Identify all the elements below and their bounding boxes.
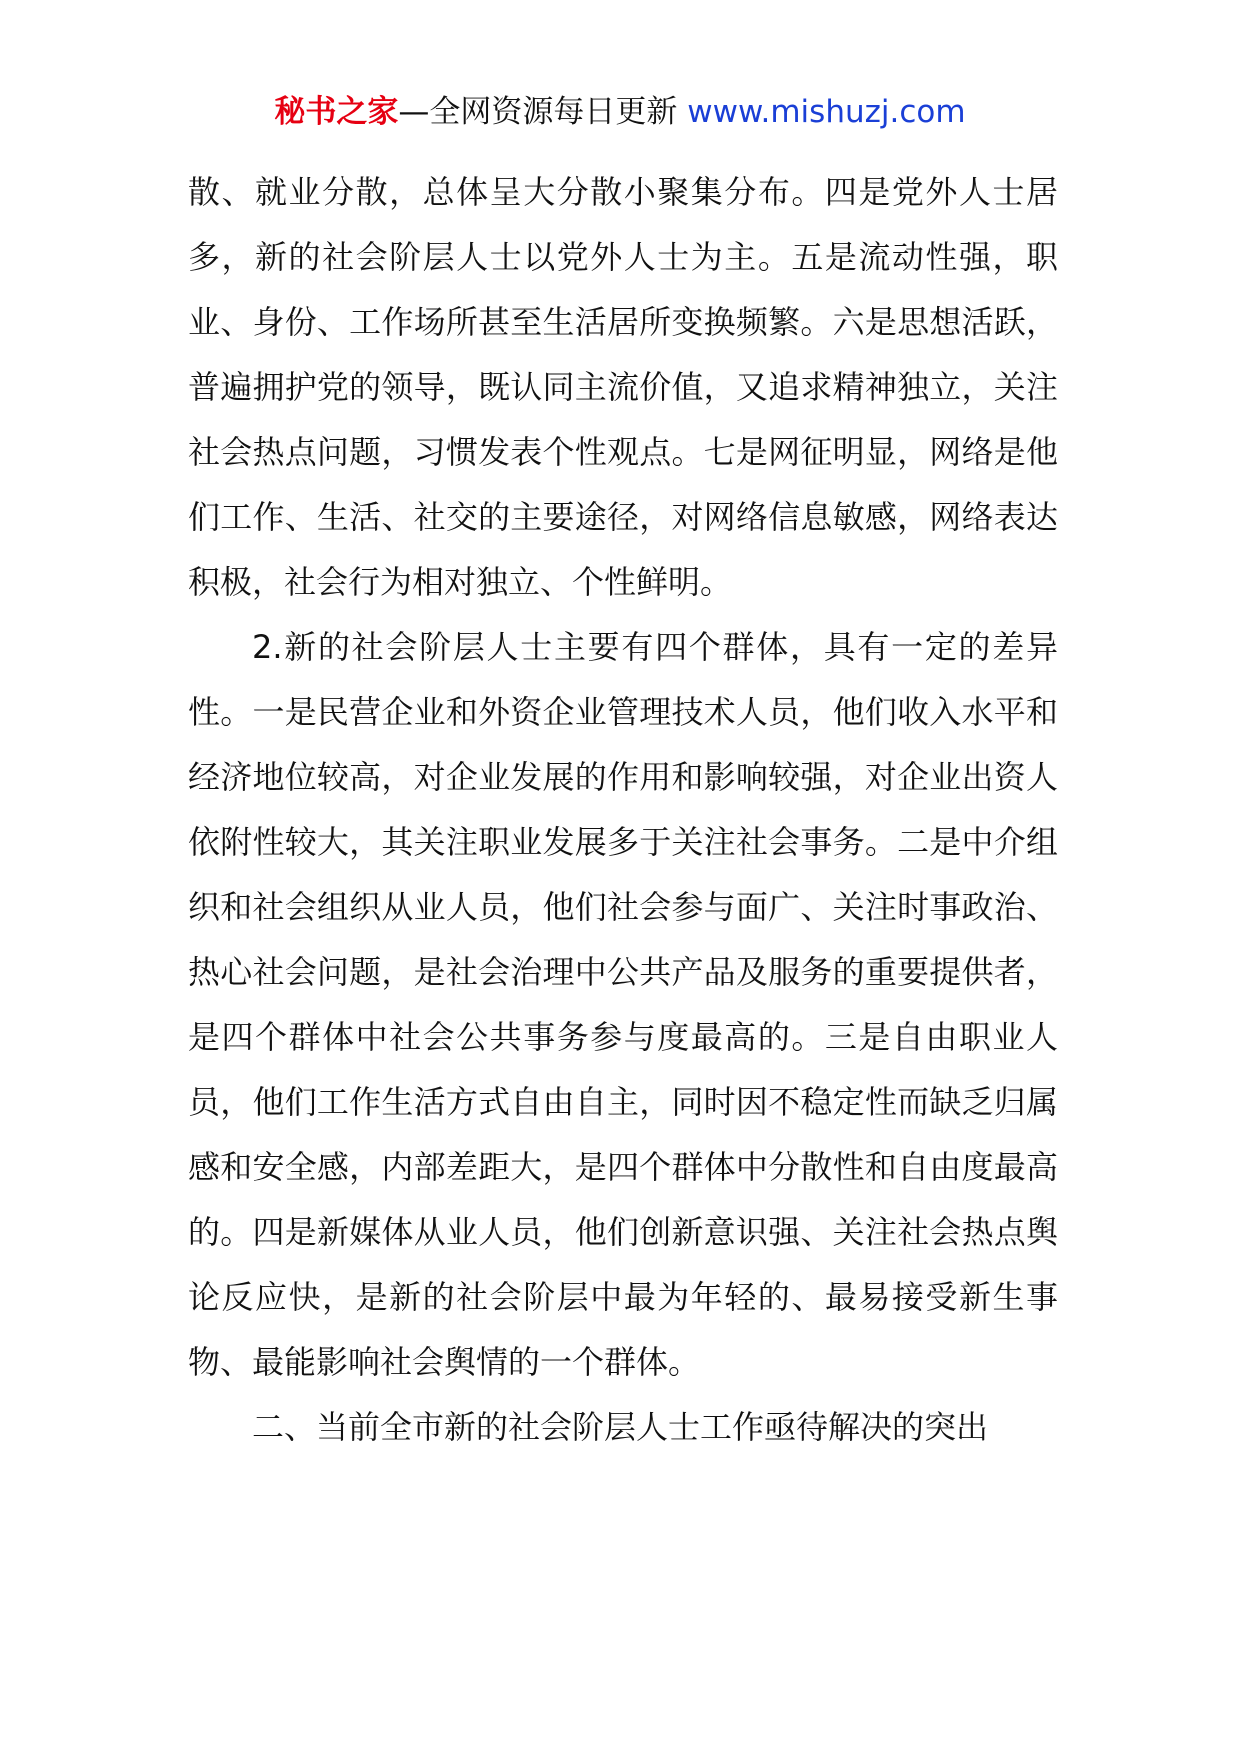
paragraph-section-2: 2.新的社会阶层人士主要有四个群体，具有一定的差异性。一是民营企业和外资企业管理技术人员，他们收入水平和经济地位较高，对企业发展的作用和影响较强，对企业出资人依附性较大，其关注职业发展多于关注社会事务。二是中介组织和社会组织从业人员，他们社会参与面广、关注时事政治、热心社会问题，是社会治理中公共产品及服务的重要提供者，是四个群体中社会公共事务参与度最高的。三是自由职业人员，他们工作生活方式自由自主，同时因不稳定性而缺乏归属感和安全感，内部差距大，是四个群体中分散性和自由度最高的。四是新媒体从业人员，他们创新意识强、关注社会热点舆论反应快，是新的社会阶层中最为年轻的、最易接受新生事物、最能影响社会舆情的一个群体。: [188, 628, 1058, 1381]
brand-name: 秘书之家: [274, 94, 399, 130]
paragraph-heading-part-2: 二、当前全市新的社会阶层人士工作亟待解决的突出: [252, 1408, 989, 1446]
site-url-link[interactable]: www.mishuzj.com: [687, 94, 966, 130]
paragraph-continued: 散、就业分散，总体呈大分散小聚集分布。四是党外人士居多，新的社会阶层人士以党外人士为主。五是流动性强，职业、身份、工作场所甚至生活居所变换频繁。六是思想活跃，普遍拥护党的领导，既认同主流价值，又追求精神独立，关注社会热点问题，习惯发表个性观点。七是网征明显，网络是他们工作、生活、社交的主要途径，对网络信息敏感，网络表达积极，社会行为相对独立、个性鲜明。: [188, 173, 1058, 601]
page-header: [0, 92, 1240, 132]
header-tagline: —全网资源每日更新: [398, 94, 678, 130]
document-body: [188, 160, 1058, 1460]
